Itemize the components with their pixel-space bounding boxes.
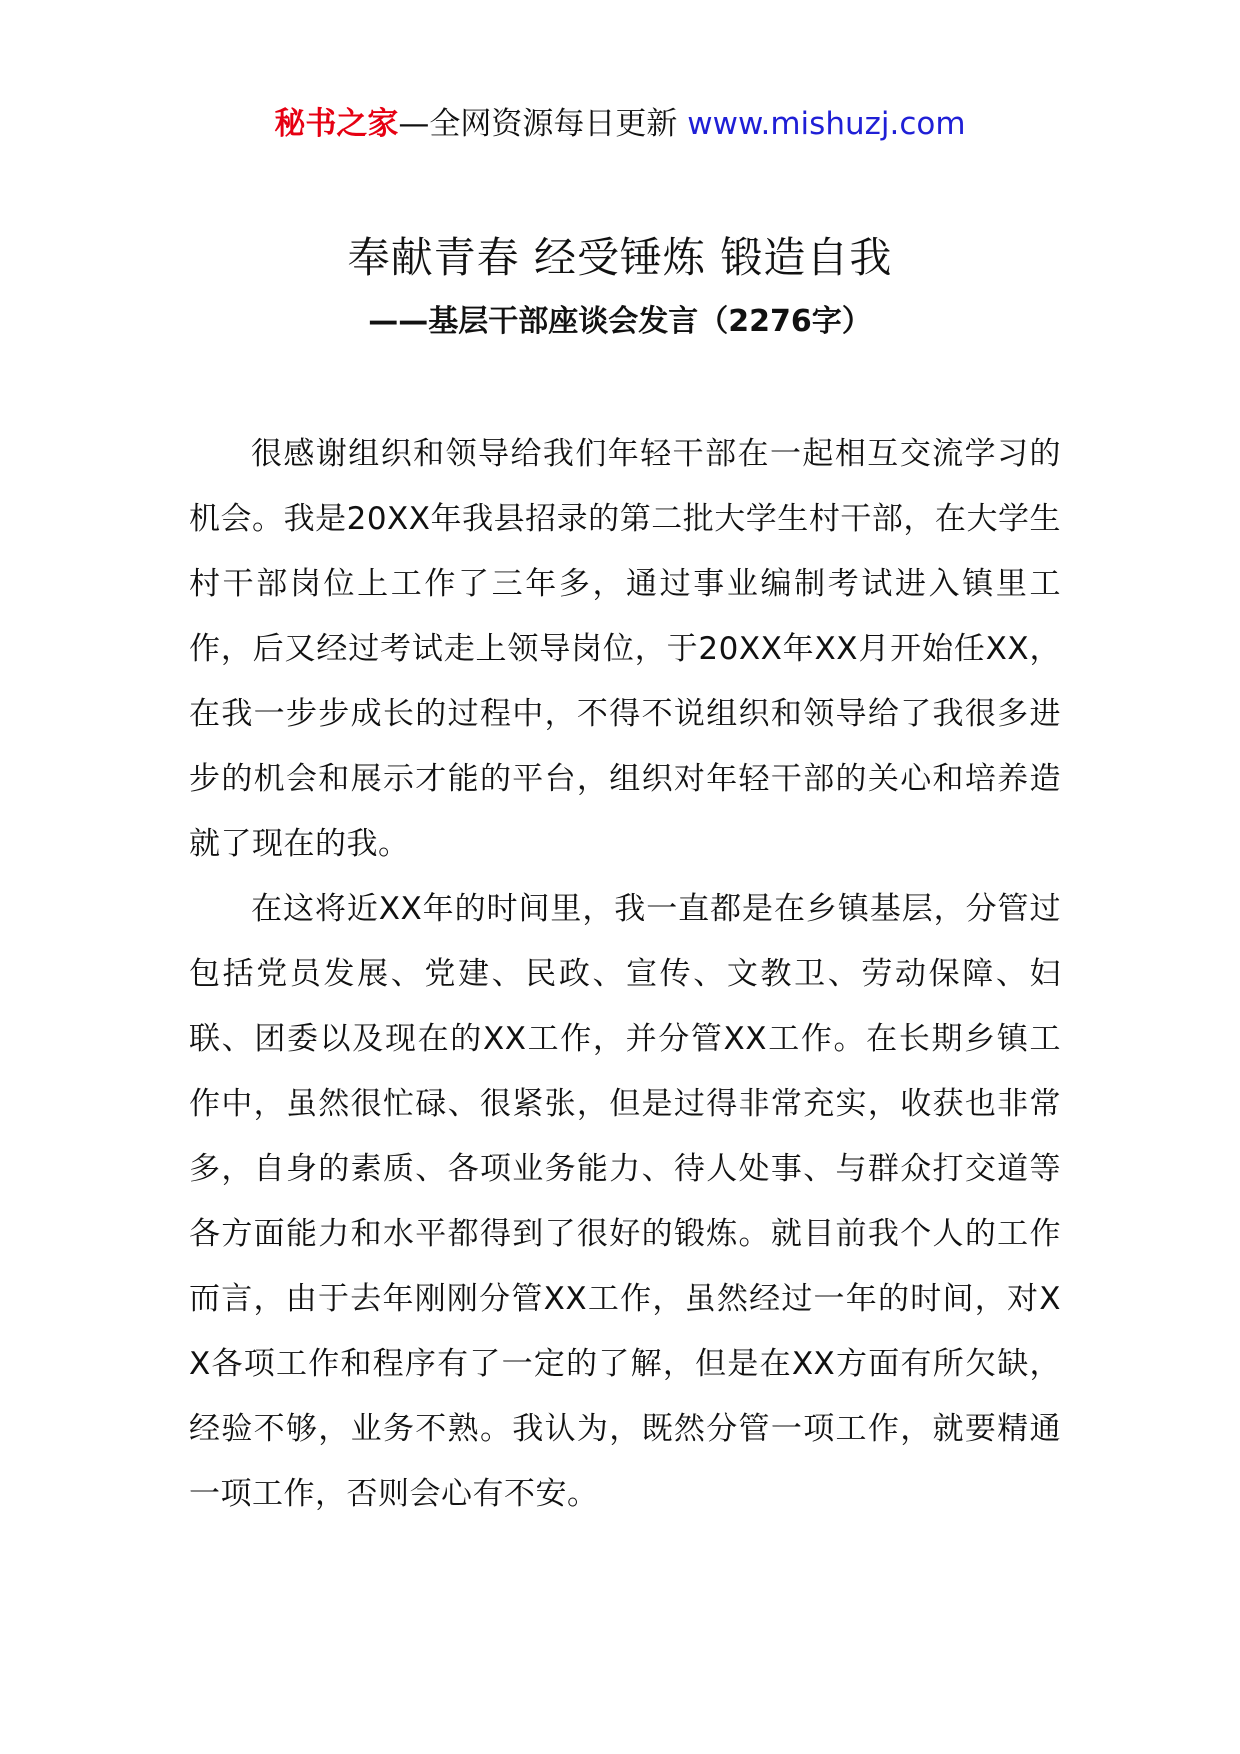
site-brand: 秘书之家 [274, 106, 399, 142]
document-subtitle: ——基层干部座谈会发言（2276字） [368, 304, 872, 339]
site-slogan: —全网资源每日更新 [398, 106, 678, 142]
document-title: 奉献青春 经受锤炼 锻造自我 [347, 233, 893, 282]
site-header [0, 102, 1240, 146]
body-paragraph-2: 在这将近XX年的时间里，我一直都是在乡镇基层，分管过包括党员发展、党建、民政、宣传、文教卫、劳动保障、妇联、团委以及现在的XX工作，并分管XX工作。在长期乡镇工作中，虽然很忙碌、很紧张，但是过得非常充实，收获也非常多，自身的素质、各项业务能力、待人处事、与群众打交道等各方面能力和水平都得到了很好的锻炼。就目前我个人的工作而言，由于去年刚刚分管XX工作，虽然经过一年的时间，对XX各项工作和程序有了一定的了解，但是在XX方面有所欠缺，经验不够，业务不熟。我认为，既然分管一项工作，就要精通一项工作，否则会心有不安。 [189, 891, 1061, 1512]
body-paragraph-1: 很感谢组织和领导给我们年轻干部在一起相互交流学习的机会。我是20XX年我县招录的第二批大学生村干部，在大学生村干部岗位上工作了三年多，通过事业编制考试进入镇里工作，后又经过考试走上领导岗位，于20XX年XX月开始任XX，在我一步步成长的过程中，不得不说组织和领导给了我很多进步的机会和展示才能的平台，组织对年轻干部的关心和培养造就了现在的我。 [189, 436, 1061, 862]
site-url-link[interactable]: www.mishuzj.com [687, 106, 966, 142]
document-body [189, 422, 1061, 1527]
